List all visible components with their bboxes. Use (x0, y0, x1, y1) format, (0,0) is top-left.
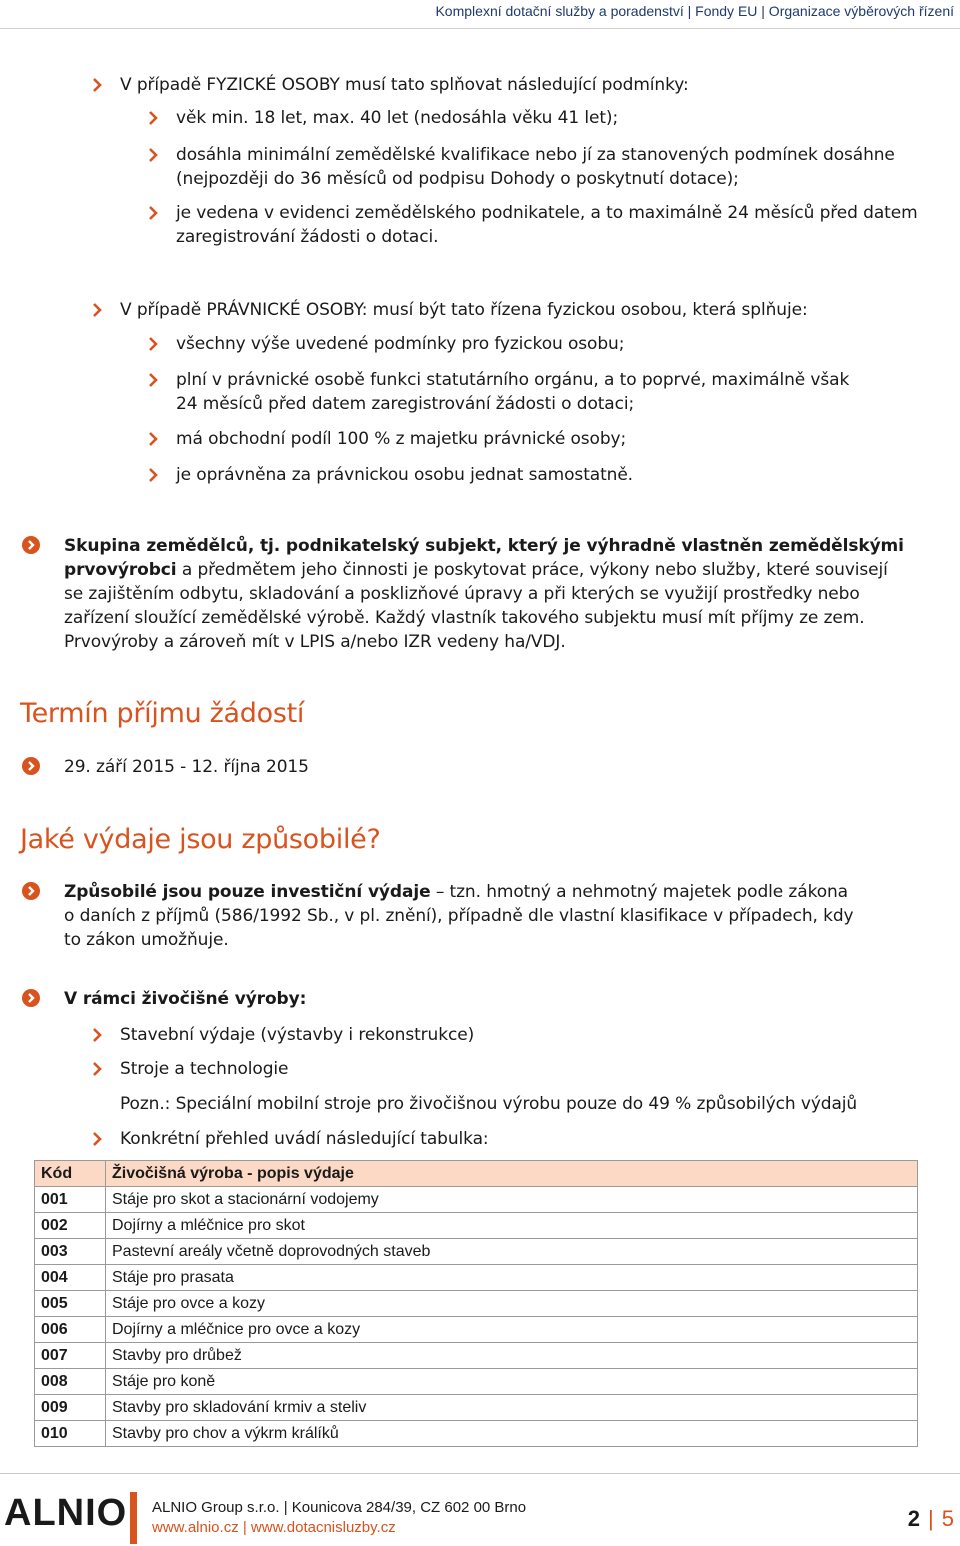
description-cell: Stavby pro drůbež (106, 1343, 918, 1369)
vydaje-line: o daních z příjmů (586/1992 Sb., v pl. znění), případně dle vlastní klasifikace v případech, kdy (64, 906, 854, 926)
code-cell: 008 (35, 1369, 106, 1395)
pravnicka-item: všechny výše uvedené podmínky pro fyzickou osobu; (176, 334, 625, 354)
vydaje-line (64, 880, 848, 904)
vydaje-heading: Jaké výdaje jsou způsobilé? (20, 824, 381, 855)
code-cell: 003 (35, 1239, 106, 1265)
code-cell: 010 (35, 1421, 106, 1447)
chevron-right-icon (148, 110, 158, 126)
table-row (35, 1239, 918, 1265)
table-row (35, 1213, 918, 1239)
vydaje-rest: – tzn. hmotný a nehmotný majetek podle zákona (430, 882, 849, 902)
code-cell: 006 (35, 1317, 106, 1343)
fyzicka-item-cont: (nejpozději do 36 měsíců od podpisu Dohody o poskytnutí dotace); (176, 169, 739, 189)
code-cell: 002 (35, 1213, 106, 1239)
table-row (35, 1395, 918, 1421)
fyzicka-item-cont: zaregistrování žádosti o dotaci. (176, 227, 439, 247)
vydaje-bold: Způsobilé jsou pouze investiční výdaje (64, 882, 431, 902)
circle-chevron-icon (22, 989, 40, 1007)
table-row (35, 1343, 918, 1369)
pravnicka-item: je oprávněna za právnickou osobu jednat samostatně. (176, 465, 633, 485)
table-row (35, 1369, 918, 1395)
chevron-right-icon (92, 77, 102, 93)
skupina-rest: a předmětem jeho činnosti je poskytovat práce, výkony nebo služby, které souvisejí (176, 560, 888, 580)
header-text: Komplexní dotační služby a poradenství | Fondy EU | Organizace výběrových řízení (435, 3, 954, 19)
chevron-right-icon (92, 1061, 102, 1077)
circle-chevron-icon (22, 536, 40, 554)
description-cell: Stavby pro chov a výkrm králíků (106, 1421, 918, 1447)
chevron-right-icon (92, 1027, 102, 1043)
table-row (35, 1291, 918, 1317)
code-cell: 001 (35, 1187, 106, 1213)
company-logo: ALNIO (4, 1492, 128, 1534)
page-separator: | (928, 1506, 934, 1531)
pravnicka-item-cont: 24 měsíců před datem zaregistrování žádosti o dotaci; (176, 394, 635, 414)
table-header-cell: Kód (35, 1161, 106, 1187)
pravnicka-intro: V případě PRÁVNICKÉ OSOBY: musí být tato řízena fyzickou osobou, která splňuje: (120, 300, 808, 320)
zivocisna-item: Stavební výdaje (výstavby i rekonstrukce) (120, 1025, 475, 1045)
fyzicka-item: je vedena v evidenci zemědělského podnikatele, a to maximálně 24 měsíců před datem (176, 203, 918, 223)
pravnicka-item: plní v právnické osobě funkci statutárního orgánu, a to poprvé, maximálně však (176, 370, 850, 390)
footer-address: ALNIO Group s.r.o. | Kounicova 284/39, CZ 602 00 Brno (152, 1499, 527, 1516)
skupina-line: se zajištěním odbytu, skladování a posklizňové úpravy a při kterých se využijí prostředky nebo (64, 584, 860, 604)
table-row (35, 1421, 918, 1447)
table-row (35, 1265, 918, 1291)
code-cell: 009 (35, 1395, 106, 1421)
zivocisna-note: Pozn.: Speciální mobilní stroje pro živočišnou výrobu pouze do 49 % způsobilých výdajů (120, 1094, 858, 1114)
expense-table (34, 1160, 918, 1447)
chevron-right-icon (148, 431, 158, 447)
description-cell: Stavby pro skladování krmiv a steliv (106, 1395, 918, 1421)
chevron-right-icon (148, 467, 158, 483)
chevron-right-icon (92, 1131, 102, 1147)
description-cell: Pastevní areály včetně doprovodných staveb (106, 1239, 918, 1265)
chevron-right-icon (148, 147, 158, 163)
table-row (35, 1317, 918, 1343)
chevron-right-icon (148, 372, 158, 388)
circle-chevron-icon (22, 757, 40, 775)
code-cell: 005 (35, 1291, 106, 1317)
code-cell: 007 (35, 1343, 106, 1369)
header-divider (0, 28, 960, 29)
footer-links[interactable]: www.alnio.cz | www.dotacnisluzby.cz (152, 1519, 396, 1536)
logo-accent-bar (130, 1492, 137, 1544)
table-header-cell: Živočišná výroba - popis výdaje (106, 1161, 918, 1187)
skupina-line (64, 558, 888, 582)
skupina-bold: prvovýrobci (64, 560, 177, 580)
description-cell: Stáje pro ovce a kozy (106, 1291, 918, 1317)
description-cell: Dojírny a mléčnice pro ovce a kozy (106, 1317, 918, 1343)
skupina-line: Skupina zemědělců, tj. podnikatelský subjekt, který je výhradně vlastněn zemědělskými (64, 536, 904, 556)
zivocisna-heading: V rámci živočišné výroby: (64, 989, 307, 1009)
current-page: 2 (907, 1506, 921, 1531)
skupina-line: zařízení sloužící zemědělské výrobě. Každý vlastník takového subjektu musí mít příjmy ze zem. (64, 608, 865, 628)
vydaje-line: to zákon umožňuje. (64, 930, 229, 950)
termin-date: 29. září 2015 - 12. října 2015 (64, 757, 309, 777)
chevron-right-icon (148, 336, 158, 352)
description-cell: Stáje pro koně (106, 1369, 918, 1395)
fyzicka-item: věk min. 18 let, max. 40 let (nedosáhla věku 41 let); (176, 108, 619, 128)
fyzicka-intro: V případě FYZICKÉ OSOBY musí tato splňovat následující podmínky: (120, 75, 689, 95)
circle-chevron-icon (22, 882, 40, 900)
description-cell: Stáje pro prasata (106, 1265, 918, 1291)
skupina-line: Prvovýroby a zároveň mít v LPIS a/nebo IZR vedeny ha/VDJ. (64, 632, 566, 652)
zivocisna-item: Stroje a technologie (120, 1059, 289, 1079)
code-cell: 004 (35, 1265, 106, 1291)
chevron-right-icon (148, 205, 158, 221)
page-number (908, 1506, 954, 1532)
pravnicka-item: má obchodní podíl 100 % z majetku právnické osoby; (176, 429, 627, 449)
fyzicka-item: dosáhla minimální zemědělské kvalifikace nebo jí za stanovených podmínek dosáhne (176, 145, 895, 165)
table-row (35, 1187, 918, 1213)
chevron-right-icon (92, 302, 102, 318)
description-cell: Stáje pro skot a stacionární vodojemy (106, 1187, 918, 1213)
total-pages: 5 (941, 1506, 954, 1531)
table-header-row (35, 1161, 918, 1187)
footer-divider (0, 1473, 960, 1474)
zivocisna-last: Konkrétní přehled uvádí následující tabulka: (120, 1129, 489, 1149)
description-cell: Dojírny a mléčnice pro skot (106, 1213, 918, 1239)
termin-heading: Termín příjmu žádostí (20, 698, 305, 729)
